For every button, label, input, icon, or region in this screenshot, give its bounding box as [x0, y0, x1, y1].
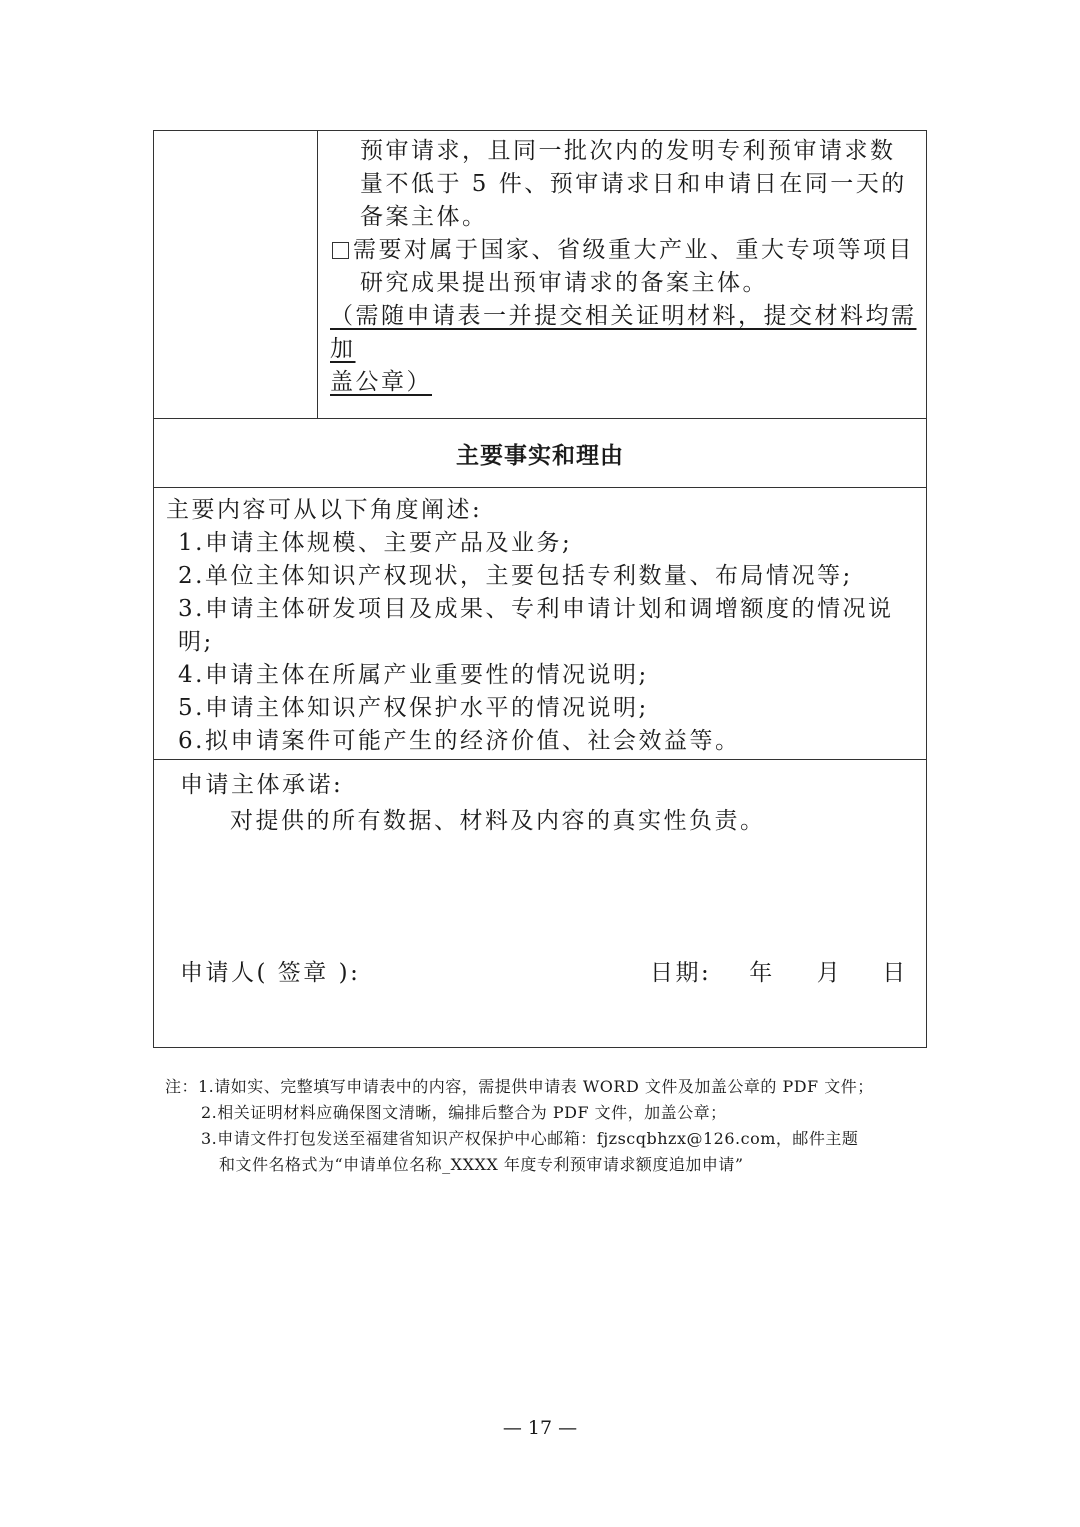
footnote-line: 3.申请文件打包发送至福建省知识产权保护中心邮箱：fjzscqbhzx@126.com，邮件主题: [201, 1129, 859, 1148]
major-project-option-label: 需要对属于国家、省级重大产业、重大专项等项目: [353, 237, 914, 263]
promise-cell: [154, 760, 926, 1047]
date-day: 日: [882, 960, 908, 986]
reasons-intro: 主要内容可从以下角度阐述:: [166, 497, 483, 523]
promise-title: 申请主体承诺:: [180, 772, 344, 798]
supporting-materials-note-cont: 盖公章）: [330, 369, 432, 395]
footnote-line: 2.相关证明材料应确保图文清晰，编排后整合为 PDF 文件，加盖公章；: [201, 1103, 727, 1122]
major-project-option-label-cont: 研究成果提出预审请求的备案主体。: [360, 270, 768, 296]
reasons-item: 6.拟申请案件可能产生的经济价值、社会效益等。: [178, 728, 741, 754]
section-heading: 主要事实和理由: [154, 419, 926, 488]
date-month: 月: [816, 960, 843, 986]
date-field[interactable]: [650, 954, 908, 987]
application-form-table: [153, 130, 927, 1048]
footnotes: [165, 1074, 945, 1178]
major-project-option: [330, 234, 926, 267]
reasons-content-cell: [154, 488, 926, 760]
reasons-item: 3.申请主体研发项目及成果、专利申请计划和调增额度的情况说: [178, 596, 894, 622]
reasons-item: 5.申请主体知识产权保护水平的情况说明;: [178, 695, 649, 721]
eligibility-row: [154, 131, 926, 419]
eligibility-text-line: 预审请求，且同一批次内的发明专利预审请求数: [360, 138, 896, 164]
reasons-item-cont: 明;: [178, 629, 214, 655]
date-year: 年: [749, 960, 775, 986]
major-project-checkbox[interactable]: [332, 242, 349, 259]
supporting-materials-note: （需随申请表一并提交相关证明材料，提交材料均需加: [330, 303, 917, 362]
eligibility-content-cell: [318, 131, 926, 418]
promise-text: 对提供的所有数据、材料及内容的真实性负责。: [230, 808, 766, 834]
reasons-item: 2.单位主体知识产权现状，主要包括专利数量、布局情况等;: [178, 563, 853, 589]
page-number: — 17 —: [502, 1417, 578, 1439]
footnote-line: 注：1.请如实、完整填写申请表中的内容，需提供申请表 WORD 文件及加盖公章的 PDF 文件；: [165, 1077, 874, 1096]
reasons-item: 1.申请主体规模、主要产品及业务;: [178, 530, 573, 556]
eligibility-label-cell: [154, 131, 318, 418]
reasons-item: 4.申请主体在所属产业重要性的情况说明;: [178, 662, 649, 688]
date-label: 日期:: [650, 960, 712, 986]
footnote-line: 和文件名格式为“申请单位名称_XXXX 年度专利预审请求额度追加申请”: [219, 1155, 744, 1174]
eligibility-text-line: 备案主体。: [360, 204, 488, 230]
signature-field[interactable]: 申请人( 签章 ):: [180, 960, 361, 986]
eligibility-text-line: 量不低于 5 件、预审请求日和申请日在同一天的: [360, 171, 907, 197]
